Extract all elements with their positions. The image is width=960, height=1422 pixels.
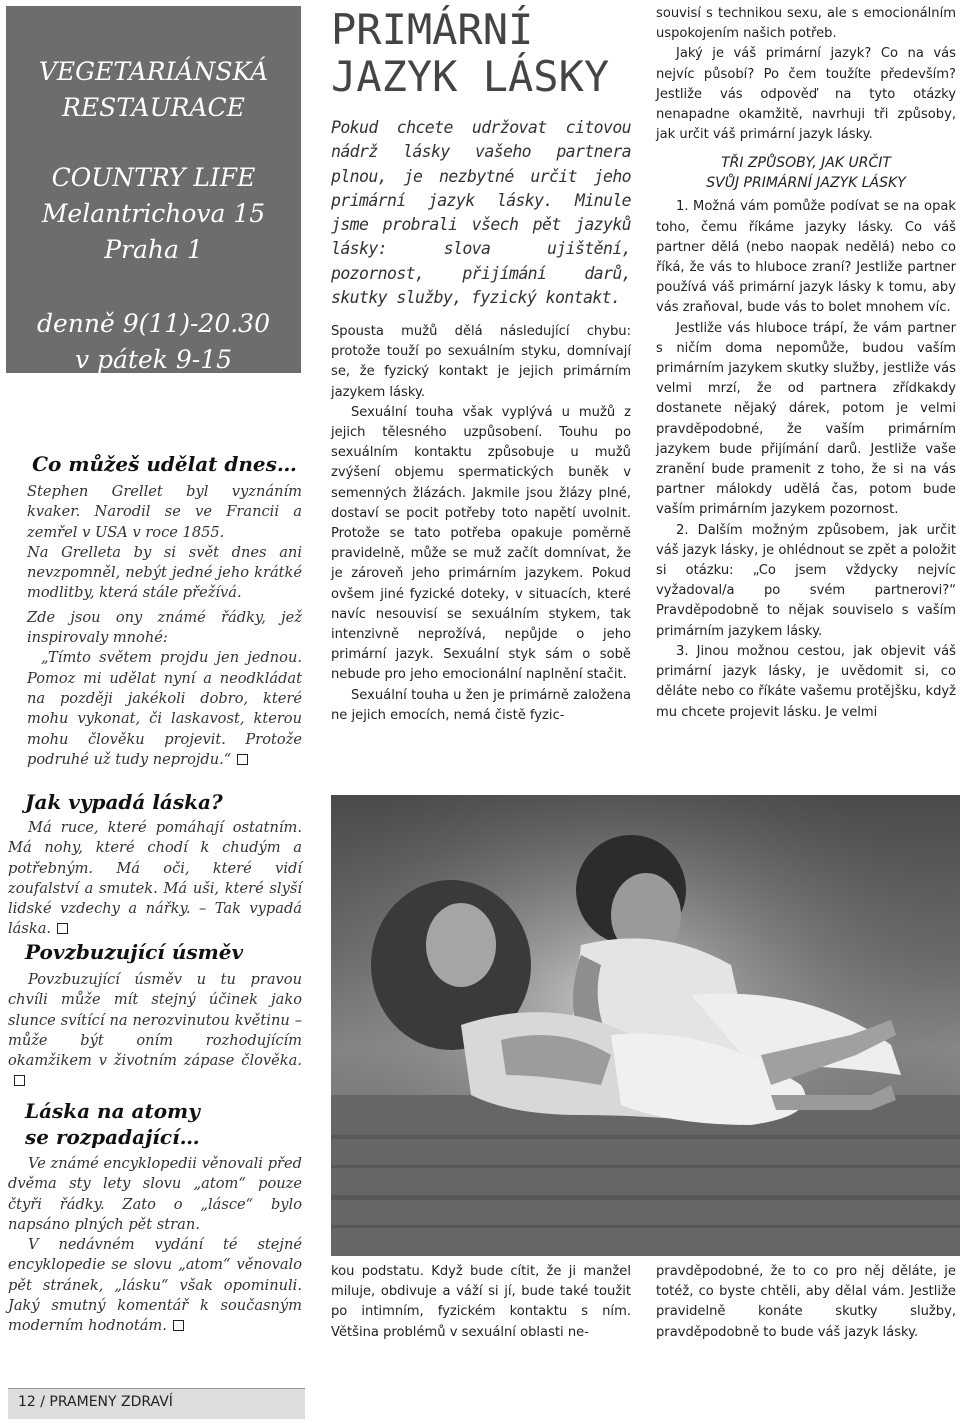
love-look-section bbox=[8, 790, 302, 940]
today-p1: Stephen Grellet byl vyznáním kvaker. Narodil se ve Francii a zemřel v USA v roce 1855. bbox=[27, 483, 302, 541]
article-r4: Jestliže vás hluboce trápí, že vám partner s ničím doma nepomůže, budou vaším primárním jazykem skutky služby, jestliže vás velmi mrzí, že od partnera zřídkakdy dostanete nějaký dárek, potom je velmi pravděpodobné, že vaším primárním jazykem bude přijímání darů. Jestliže vaše zranění bude pramenit z toho, že si na vás partner málokdy udělá čas, potom bude vaším primárním jazykem pozornost. bbox=[656, 320, 956, 518]
restaurant-hours-1: denně 9(11)-20.30 bbox=[37, 309, 270, 338]
article-right-column bbox=[656, 4, 956, 723]
smile-section bbox=[8, 940, 302, 1092]
article-r6: 3. Jinou možnou cestou, jak objevit váš primární jazyk lásky, je uvědomit si, co děláte nebo co říkáte vašemu protějšku, když mu chcete projevit lásku. Je velmi bbox=[656, 643, 956, 720]
restaurant-street: Melantrichova 15 bbox=[41, 199, 266, 228]
atoms-section bbox=[8, 1098, 302, 1337]
today-p4: „Tímto světem projdu jen jednou. Pomoz mi udělat nyní a neodkládat na později jakékoli dobro, které mohu vykonat, či laskavost, kterou mohu člověku projevit. Protože podruhé už tudy neprojdu.“ bbox=[27, 649, 302, 768]
article-middle-column bbox=[331, 322, 631, 726]
article-r1: souvisí s technikou sexu, ale s emocionálním uspokojením našich potřeb. bbox=[656, 6, 956, 42]
restaurant-hours-3: (v sobotu zavřeno) bbox=[36, 381, 271, 410]
end-square-icon bbox=[173, 1320, 184, 1331]
today-section bbox=[27, 452, 302, 770]
smile-heading: Povzbuzující úsměv bbox=[25, 940, 244, 964]
article-title-line-1: PRIMÁRNÍ bbox=[331, 5, 534, 54]
article-m1: Spousta mužů dělá následující chybu: protože touží po sexuálním styku, domnívají se, že fyzický kontakt je jejich primárním jazykem lásky. bbox=[331, 324, 631, 400]
atoms-heading-1: Láska na atomy bbox=[25, 1099, 200, 1123]
article-mb: kou podstatu. Když bude cítit, že ji manžel miluje, obdivuje a váží si jí, bude také toužit po intimním, fyzickém kontaktu s ním. Většina problémů v sexuální oblasti ne- bbox=[331, 1264, 631, 1340]
today-p2: Na Grelleta by si svět dnes ani nevzpomněl, nebýt jedné jeho krátké modlitby, která stále přežívá. bbox=[27, 543, 302, 602]
article-title-line-2: JAZYK LÁSKY bbox=[331, 52, 610, 101]
article-r3: 1. Možná vám pomůže podívat se na opak toho, čemu říkáme jazyky lásky. Co váš partner dělá (nebo naopak nedělá) nebo co říká, že vás to hluboce zraní? Jestliže partner používá váš primární jazyk lásky k tomu, aby vás zraňoval, bude vás to bolet mnohem víc. bbox=[656, 199, 956, 316]
page-footer bbox=[8, 1388, 305, 1419]
restaurant-name-1: VEGETARIÁNSKÁ bbox=[38, 57, 269, 86]
restaurant-name-3: COUNTRY LIFE bbox=[51, 163, 256, 192]
article-rb: pravděpodobné, že to co pro něj děláte, je totéž, co byste chtěli, aby dělal vám. Jestliže pravidelně konáte skutky služby, pravděpodobně to bude váš jazyk lásky. bbox=[656, 1264, 956, 1340]
restaurant-hours-2: v pátek 9-15 bbox=[74, 345, 233, 374]
atoms-p1: Ve známé encyklopedii věnovali před dvěma sty lety slovu „atom“ pouze čtyři řádky. Zato o „lásce“ bylo napsáno plných pět stran. bbox=[8, 1155, 302, 1233]
article-m2: Sexuální touha však vyplývá u mužů z jejich tělesného uzpůsobení. Touhu po sexuálním kontaktu způsobuje u mužů zvýšení objemu spermatických buněk v semenných žlázách. Jakmile jsou žlázy plné, dostaví se pocit potřeby toto napětí uvolnit. Protože se tato potřeba opakuje poměrně pravidelně, může se muž začít domnívat, že je zároveň jeho primárním jazykem. Pokud ovšem jiné fyzické doteky, v situacích, které navíc nesouvisí se sexuálním stykem, tak intenzivně neprožívá, nepůjde o jeho primární jazyk. Sexuální styk sám o sobě nebude pro jeho emocionální naplnění stačit. bbox=[331, 404, 631, 683]
article-right-bottom bbox=[656, 1262, 956, 1343]
end-square-icon bbox=[14, 1075, 25, 1086]
today-heading: Co můžeš udělat dnes… bbox=[32, 452, 297, 476]
article-subheading-2: SVŮJ PRIMÁRNÍ JAZYK LÁSKY bbox=[706, 175, 906, 192]
love-look-text: Má ruce, které pomáhají ostatním. Má nohy, které chodí k chudým a potřebným. Má oči, které vidí zoufalství a smutek. Má uši, které slyší lidské vzdechy a nářky. – Tak vypadá láska. bbox=[8, 819, 302, 938]
article-subheading bbox=[656, 153, 956, 193]
atoms-p2: V nedávném vydání té stejné encyklopedie se slovu „atom“ věnovalo pět stránek, „lásku“ však opominuli. Jaký smutný komentář k současným moderním hodnotám. bbox=[8, 1236, 302, 1335]
article-r5: 2. Dalším možným způsobem, jak určit váš jazyk lásky, je ohlédnout se zpět a položit si otázku: „Co jsem vždycky nejvíc vyžadoval/a po svém partnerovi?“ Pravděpodobně to nějak souviselo s vaším primárním jazykem lásky. bbox=[656, 522, 956, 639]
restaurant-box bbox=[6, 6, 301, 410]
end-square-icon bbox=[237, 754, 248, 765]
page-footer-text: 12 / PRAMENY ZDRAVÍ bbox=[18, 1394, 173, 1410]
article-r2: Jaký je váš primární jazyk? Co na vás nejvíc působí? Po čem toužíte především? Jestliže vás odpověď na tyto otázky nenapadne okamžitě, navrhuji tři způsoby, jak určit váš primární jazyk lásky. bbox=[656, 46, 956, 143]
couple-photo bbox=[331, 795, 960, 1256]
article-subheading-1: TŘI ZPŮSOBY, JAK URČIT bbox=[721, 155, 891, 172]
love-look-heading: Jak vypadá láska? bbox=[25, 790, 223, 814]
smile-text: Povzbuzující úsměv u tu pravou chvíli může mít stejný účinek jako slunce svítící na nerozvinutou květinu – může být oním rozhodujícím okamžikem v životním zápase člověka. bbox=[8, 971, 302, 1070]
article-title bbox=[331, 6, 631, 100]
restaurant-city: Praha 1 bbox=[104, 235, 203, 264]
atoms-heading-2: se rozpadající… bbox=[25, 1125, 200, 1149]
end-square-icon bbox=[57, 923, 68, 934]
article-lead: Pokud chcete udržovat citovou nádrž lásky vašeho partnera plnou, je nezbytné určit jeho primární jazyk lásky. Minule jsme probrali všech pět jazyků lásky: slova ujištění, pozornost, přijímání darů, skutky služby, fyzický kontakt. bbox=[331, 118, 631, 308]
article-middle-bottom bbox=[331, 1262, 631, 1343]
restaurant-name-2: RESTAURACE bbox=[62, 93, 245, 122]
couple-photo-image bbox=[331, 795, 960, 1256]
article-m3: Sexuální touha u žen je primárně založena ne jejich emocích, nemá čistě fyzic- bbox=[331, 687, 631, 723]
today-p3: Zde jsou ony známé řádky, jež inspirovaly mnohé: bbox=[27, 608, 302, 647]
